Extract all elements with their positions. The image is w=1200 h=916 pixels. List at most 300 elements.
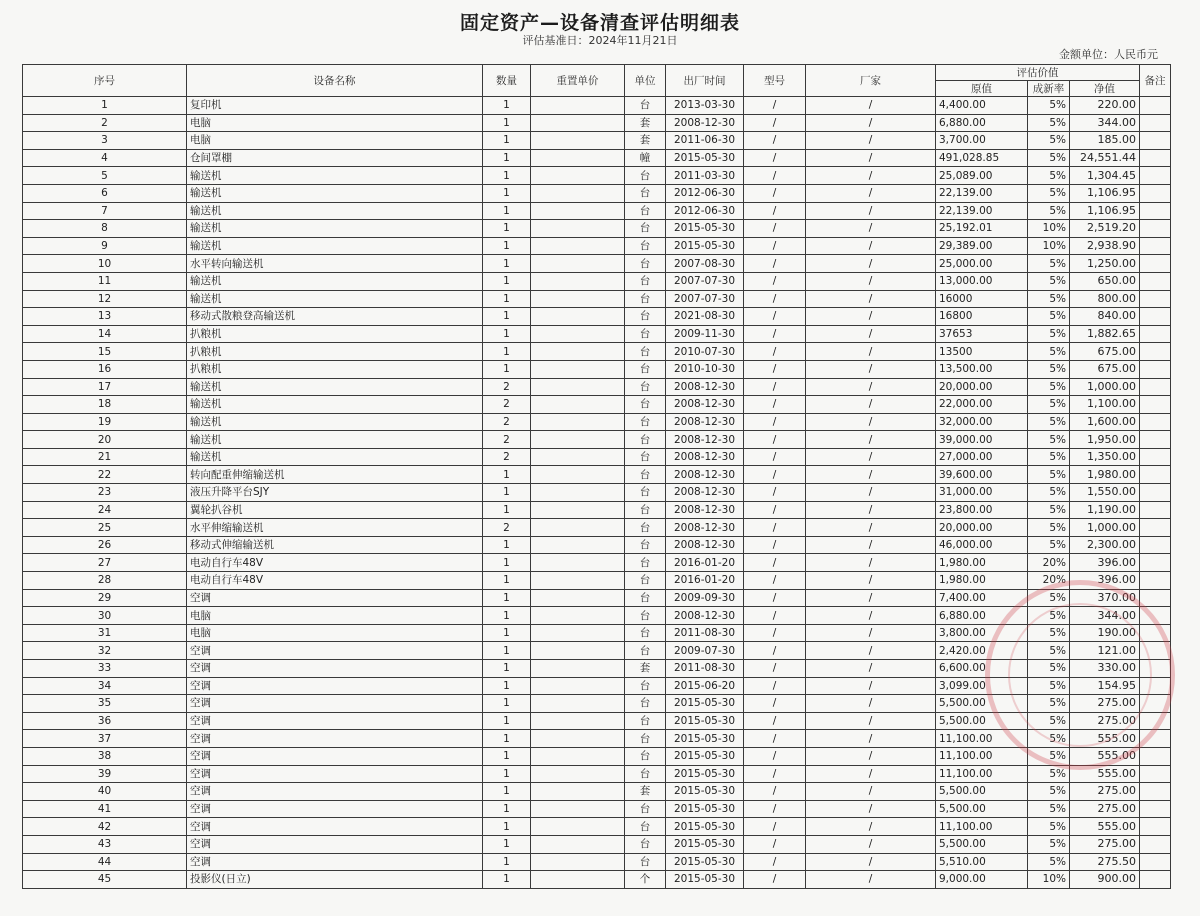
cell-date: 2008-12-30: [666, 378, 744, 396]
cell-original: 3,800.00: [936, 624, 1028, 642]
cell-name: 电动自行车48V: [187, 572, 483, 590]
cell-unit: 台: [625, 536, 666, 554]
cell-name: 输送机: [187, 167, 483, 185]
cell-remark: [1140, 149, 1171, 167]
cell-name: 空调: [187, 695, 483, 713]
cell-model: /: [744, 818, 806, 836]
cell-net: 370.00: [1070, 589, 1140, 607]
cell-rate: 5%: [1028, 589, 1070, 607]
cell-remark: [1140, 536, 1171, 554]
cell-date: 2007-07-30: [666, 272, 744, 290]
cell-price: [531, 413, 625, 431]
cell-unit: 台: [625, 853, 666, 871]
cell-remark: [1140, 765, 1171, 783]
cell-price: [531, 255, 625, 273]
table-row: [23, 747, 1171, 765]
cell-qty: 1: [483, 572, 531, 590]
cell-price: [531, 660, 625, 678]
cell-qty: 1: [483, 765, 531, 783]
cell-net: 185.00: [1070, 132, 1140, 150]
cell-maker: /: [806, 360, 936, 378]
cell-no: 44: [23, 853, 187, 871]
cell-net: 330.00: [1070, 660, 1140, 678]
cell-price: [531, 730, 625, 748]
cell-date: 2015-05-30: [666, 747, 744, 765]
cell-no: 35: [23, 695, 187, 713]
cell-name: 空调: [187, 642, 483, 660]
cell-original: 9,000.00: [936, 871, 1028, 889]
cell-remark: [1140, 396, 1171, 414]
col-no-header: 序号: [23, 65, 187, 97]
cell-model: /: [744, 413, 806, 431]
cell-no: 40: [23, 783, 187, 801]
cell-net: 275.50: [1070, 853, 1140, 871]
cell-no: 7: [23, 202, 187, 220]
cell-net: 1,882.65: [1070, 325, 1140, 343]
table-row: [23, 396, 1171, 414]
cell-rate: 10%: [1028, 871, 1070, 889]
cell-original: 23,800.00: [936, 501, 1028, 519]
cell-name: 输送机: [187, 290, 483, 308]
cell-maker: /: [806, 431, 936, 449]
cell-qty: 1: [483, 783, 531, 801]
table-row: [23, 677, 1171, 695]
cell-date: 2008-12-30: [666, 536, 744, 554]
cell-date: 2015-05-30: [666, 712, 744, 730]
cell-maker: /: [806, 114, 936, 132]
cell-model: /: [744, 660, 806, 678]
table-row: [23, 501, 1171, 519]
cell-remark: [1140, 431, 1171, 449]
cell-maker: /: [806, 325, 936, 343]
cell-maker: /: [806, 835, 936, 853]
cell-maker: /: [806, 237, 936, 255]
cell-date: 2008-12-30: [666, 413, 744, 431]
cell-net: 675.00: [1070, 360, 1140, 378]
cell-net: 275.00: [1070, 783, 1140, 801]
table-row: [23, 572, 1171, 590]
cell-date: 2015-05-30: [666, 800, 744, 818]
cell-unit: 套: [625, 783, 666, 801]
cell-model: /: [744, 554, 806, 572]
cell-original: 16000: [936, 290, 1028, 308]
cell-qty: 2: [483, 519, 531, 537]
table-row: [23, 167, 1171, 185]
cell-original: 4,400.00: [936, 97, 1028, 115]
cell-date: 2015-05-30: [666, 237, 744, 255]
cell-qty: 1: [483, 343, 531, 361]
cell-maker: /: [806, 730, 936, 748]
cell-price: [531, 325, 625, 343]
cell-no: 13: [23, 308, 187, 326]
cell-price: [531, 554, 625, 572]
cell-maker: /: [806, 783, 936, 801]
cell-date: 2015-05-30: [666, 835, 744, 853]
cell-rate: 5%: [1028, 272, 1070, 290]
cell-remark: [1140, 308, 1171, 326]
cell-remark: [1140, 325, 1171, 343]
cell-net: 1,250.00: [1070, 255, 1140, 273]
cell-original: 16800: [936, 308, 1028, 326]
cell-net: 24,551.44: [1070, 149, 1140, 167]
cell-original: 13,500.00: [936, 360, 1028, 378]
cell-unit: 台: [625, 466, 666, 484]
cell-price: [531, 343, 625, 361]
cell-model: /: [744, 765, 806, 783]
cell-rate: 20%: [1028, 572, 1070, 590]
cell-date: 2021-08-30: [666, 308, 744, 326]
table-row: [23, 818, 1171, 836]
cell-remark: [1140, 677, 1171, 695]
cell-net: 1,350.00: [1070, 448, 1140, 466]
cell-original: 27,000.00: [936, 448, 1028, 466]
cell-no: 16: [23, 360, 187, 378]
cell-unit: 台: [625, 202, 666, 220]
table-row: [23, 114, 1171, 132]
cell-no: 4: [23, 149, 187, 167]
cell-rate: 5%: [1028, 536, 1070, 554]
col-name-header: 设备名称: [187, 65, 483, 97]
table-row: [23, 343, 1171, 361]
cell-rate: 5%: [1028, 519, 1070, 537]
cell-no: 17: [23, 378, 187, 396]
amount-unit: 金额单位：人民币元: [1059, 48, 1158, 61]
cell-unit: 台: [625, 290, 666, 308]
cell-unit: 台: [625, 712, 666, 730]
cell-unit: 套: [625, 132, 666, 150]
cell-remark: [1140, 114, 1171, 132]
cell-no: 15: [23, 343, 187, 361]
cell-name: 空调: [187, 800, 483, 818]
cell-qty: 1: [483, 466, 531, 484]
cell-original: 25,192.01: [936, 220, 1028, 238]
cell-net: 2,300.00: [1070, 536, 1140, 554]
cell-name: 投影仪(日立): [187, 871, 483, 889]
cell-name: 输送机: [187, 202, 483, 220]
cell-original: 491,028.85: [936, 149, 1028, 167]
cell-name: 扒粮机: [187, 325, 483, 343]
cell-date: 2008-12-30: [666, 466, 744, 484]
cell-name: 液压升降平台SJY: [187, 484, 483, 502]
cell-date: 2010-10-30: [666, 360, 744, 378]
cell-no: 42: [23, 818, 187, 836]
cell-price: [531, 237, 625, 255]
cell-no: 23: [23, 484, 187, 502]
cell-no: 5: [23, 167, 187, 185]
cell-date: 2015-05-30: [666, 730, 744, 748]
cell-price: [531, 149, 625, 167]
cell-rate: 5%: [1028, 818, 1070, 836]
cell-date: 2011-06-30: [666, 132, 744, 150]
cell-model: /: [744, 712, 806, 730]
table-row: [23, 519, 1171, 537]
cell-qty: 1: [483, 818, 531, 836]
table-row: [23, 536, 1171, 554]
cell-date: 2011-08-30: [666, 624, 744, 642]
cell-no: 33: [23, 660, 187, 678]
cell-maker: /: [806, 343, 936, 361]
cell-no: 38: [23, 747, 187, 765]
cell-price: [531, 624, 625, 642]
cell-remark: [1140, 660, 1171, 678]
cell-date: 2012-06-30: [666, 202, 744, 220]
cell-rate: 5%: [1028, 114, 1070, 132]
cell-price: [531, 448, 625, 466]
cell-no: 14: [23, 325, 187, 343]
cell-original: 32,000.00: [936, 413, 1028, 431]
table-row: [23, 765, 1171, 783]
cell-no: 24: [23, 501, 187, 519]
cell-date: 2015-05-30: [666, 149, 744, 167]
cell-price: [531, 765, 625, 783]
cell-model: /: [744, 484, 806, 502]
cell-rate: 5%: [1028, 202, 1070, 220]
cell-no: 31: [23, 624, 187, 642]
cell-original: 20,000.00: [936, 519, 1028, 537]
cell-no: 26: [23, 536, 187, 554]
cell-maker: /: [806, 484, 936, 502]
cell-date: 2015-05-30: [666, 220, 744, 238]
cell-rate: 5%: [1028, 308, 1070, 326]
cell-remark: [1140, 501, 1171, 519]
cell-date: 2008-12-30: [666, 396, 744, 414]
table-row: [23, 255, 1171, 273]
cell-remark: [1140, 237, 1171, 255]
cell-remark: [1140, 272, 1171, 290]
cell-remark: [1140, 589, 1171, 607]
cell-unit: 台: [625, 308, 666, 326]
cell-net: 275.00: [1070, 800, 1140, 818]
cell-remark: [1140, 871, 1171, 889]
cell-remark: [1140, 132, 1171, 150]
cell-remark: [1140, 747, 1171, 765]
col-original-header: 原值: [936, 81, 1028, 97]
cell-maker: /: [806, 554, 936, 572]
cell-model: /: [744, 695, 806, 713]
cell-no: 30: [23, 607, 187, 625]
cell-name: 输送机: [187, 396, 483, 414]
cell-maker: /: [806, 695, 936, 713]
cell-original: 31,000.00: [936, 484, 1028, 502]
cell-qty: 1: [483, 290, 531, 308]
table-row: [23, 712, 1171, 730]
cell-original: 11,100.00: [936, 818, 1028, 836]
table-row: [23, 554, 1171, 572]
cell-rate: 10%: [1028, 220, 1070, 238]
cell-rate: 5%: [1028, 607, 1070, 625]
cell-maker: /: [806, 519, 936, 537]
cell-maker: /: [806, 290, 936, 308]
cell-name: 移动式伸缩输送机: [187, 536, 483, 554]
cell-no: 20: [23, 431, 187, 449]
cell-rate: 5%: [1028, 97, 1070, 115]
cell-model: /: [744, 747, 806, 765]
cell-rate: 5%: [1028, 800, 1070, 818]
cell-maker: /: [806, 167, 936, 185]
table-row: [23, 660, 1171, 678]
cell-qty: 2: [483, 396, 531, 414]
cell-net: 154.95: [1070, 677, 1140, 695]
cell-maker: /: [806, 747, 936, 765]
cell-model: /: [744, 466, 806, 484]
cell-name: 输送机: [187, 184, 483, 202]
cell-model: /: [744, 272, 806, 290]
cell-remark: [1140, 800, 1171, 818]
cell-original: 11,100.00: [936, 730, 1028, 748]
cell-original: 5,500.00: [936, 800, 1028, 818]
cell-maker: /: [806, 572, 936, 590]
cell-name: 水平伸缩输送机: [187, 519, 483, 537]
cell-unit: 台: [625, 325, 666, 343]
cell-original: 7,400.00: [936, 589, 1028, 607]
cell-model: /: [744, 308, 806, 326]
cell-rate: 5%: [1028, 413, 1070, 431]
cell-rate: 5%: [1028, 660, 1070, 678]
col-qty-header: 数量: [483, 65, 531, 97]
table-row: [23, 607, 1171, 625]
cell-qty: 1: [483, 308, 531, 326]
cell-remark: [1140, 712, 1171, 730]
cell-no: 21: [23, 448, 187, 466]
cell-remark: [1140, 220, 1171, 238]
cell-model: /: [744, 853, 806, 871]
table-row: [23, 360, 1171, 378]
table-row: [23, 624, 1171, 642]
cell-no: 34: [23, 677, 187, 695]
cell-model: /: [744, 202, 806, 220]
cell-remark: [1140, 554, 1171, 572]
cell-unit: 台: [625, 642, 666, 660]
cell-name: 空调: [187, 783, 483, 801]
cell-rate: 5%: [1028, 360, 1070, 378]
cell-price: [531, 783, 625, 801]
cell-qty: 1: [483, 554, 531, 572]
table-header: [23, 65, 1171, 97]
cell-name: 空调: [187, 677, 483, 695]
cell-no: 1: [23, 97, 187, 115]
cell-original: 22,139.00: [936, 202, 1028, 220]
cell-model: /: [744, 132, 806, 150]
cell-unit: 台: [625, 431, 666, 449]
cell-net: 1,550.00: [1070, 484, 1140, 502]
cell-remark: [1140, 853, 1171, 871]
cell-name: 空调: [187, 712, 483, 730]
table-row: [23, 202, 1171, 220]
cell-original: 11,100.00: [936, 747, 1028, 765]
table-row: [23, 290, 1171, 308]
cell-price: [531, 97, 625, 115]
cell-qty: 2: [483, 448, 531, 466]
cell-maker: /: [806, 677, 936, 695]
cell-maker: /: [806, 272, 936, 290]
cell-remark: [1140, 730, 1171, 748]
cell-price: [531, 167, 625, 185]
cell-no: 11: [23, 272, 187, 290]
cell-qty: 1: [483, 835, 531, 853]
cell-net: 1,000.00: [1070, 378, 1140, 396]
cell-original: 5,510.00: [936, 853, 1028, 871]
cell-net: 650.00: [1070, 272, 1140, 290]
cell-price: [531, 114, 625, 132]
cell-qty: 1: [483, 695, 531, 713]
cell-price: [531, 818, 625, 836]
cell-qty: 1: [483, 272, 531, 290]
table-row: [23, 220, 1171, 238]
cell-price: [531, 132, 625, 150]
cell-price: [531, 642, 625, 660]
cell-rate: 5%: [1028, 501, 1070, 519]
cell-remark: [1140, 255, 1171, 273]
cell-original: 13500: [936, 343, 1028, 361]
cell-remark: [1140, 343, 1171, 361]
cell-unit: 台: [625, 448, 666, 466]
cell-rate: 5%: [1028, 642, 1070, 660]
cell-name: 水平转向输送机: [187, 255, 483, 273]
cell-unit: 台: [625, 730, 666, 748]
cell-rate: 10%: [1028, 237, 1070, 255]
cell-original: 6,880.00: [936, 114, 1028, 132]
cell-maker: /: [806, 466, 936, 484]
cell-remark: [1140, 642, 1171, 660]
cell-price: [531, 484, 625, 502]
table-row: [23, 484, 1171, 502]
cell-date: 2011-08-30: [666, 660, 744, 678]
cell-model: /: [744, 325, 806, 343]
cell-price: [531, 272, 625, 290]
table-row: [23, 853, 1171, 871]
table-row: [23, 695, 1171, 713]
cell-maker: /: [806, 818, 936, 836]
cell-original: 39,000.00: [936, 431, 1028, 449]
cell-no: 43: [23, 835, 187, 853]
cell-unit: 台: [625, 695, 666, 713]
cell-qty: 1: [483, 255, 531, 273]
cell-price: [531, 695, 625, 713]
cell-net: 1,106.95: [1070, 184, 1140, 202]
cell-date: 2008-12-30: [666, 431, 744, 449]
cell-unit: 个: [625, 871, 666, 889]
cell-qty: 1: [483, 149, 531, 167]
cell-unit: 台: [625, 360, 666, 378]
cell-net: 121.00: [1070, 642, 1140, 660]
cell-remark: [1140, 835, 1171, 853]
cell-model: /: [744, 501, 806, 519]
cell-price: [531, 853, 625, 871]
cell-unit: 套: [625, 114, 666, 132]
cell-no: 6: [23, 184, 187, 202]
cell-date: 2009-07-30: [666, 642, 744, 660]
cell-name: 复印机: [187, 97, 483, 115]
cell-original: 5,500.00: [936, 695, 1028, 713]
cell-original: 5,500.00: [936, 712, 1028, 730]
cell-rate: 5%: [1028, 730, 1070, 748]
table-row: [23, 448, 1171, 466]
cell-name: 空调: [187, 818, 483, 836]
cell-maker: /: [806, 501, 936, 519]
cell-unit: 台: [625, 607, 666, 625]
cell-model: /: [744, 290, 806, 308]
cell-model: /: [744, 835, 806, 853]
cell-maker: /: [806, 765, 936, 783]
cell-qty: 1: [483, 501, 531, 519]
cell-rate: 5%: [1028, 290, 1070, 308]
cell-maker: /: [806, 202, 936, 220]
cell-net: 220.00: [1070, 97, 1140, 115]
cell-rate: 5%: [1028, 484, 1070, 502]
cell-rate: 5%: [1028, 149, 1070, 167]
cell-model: /: [744, 730, 806, 748]
cell-maker: /: [806, 871, 936, 889]
